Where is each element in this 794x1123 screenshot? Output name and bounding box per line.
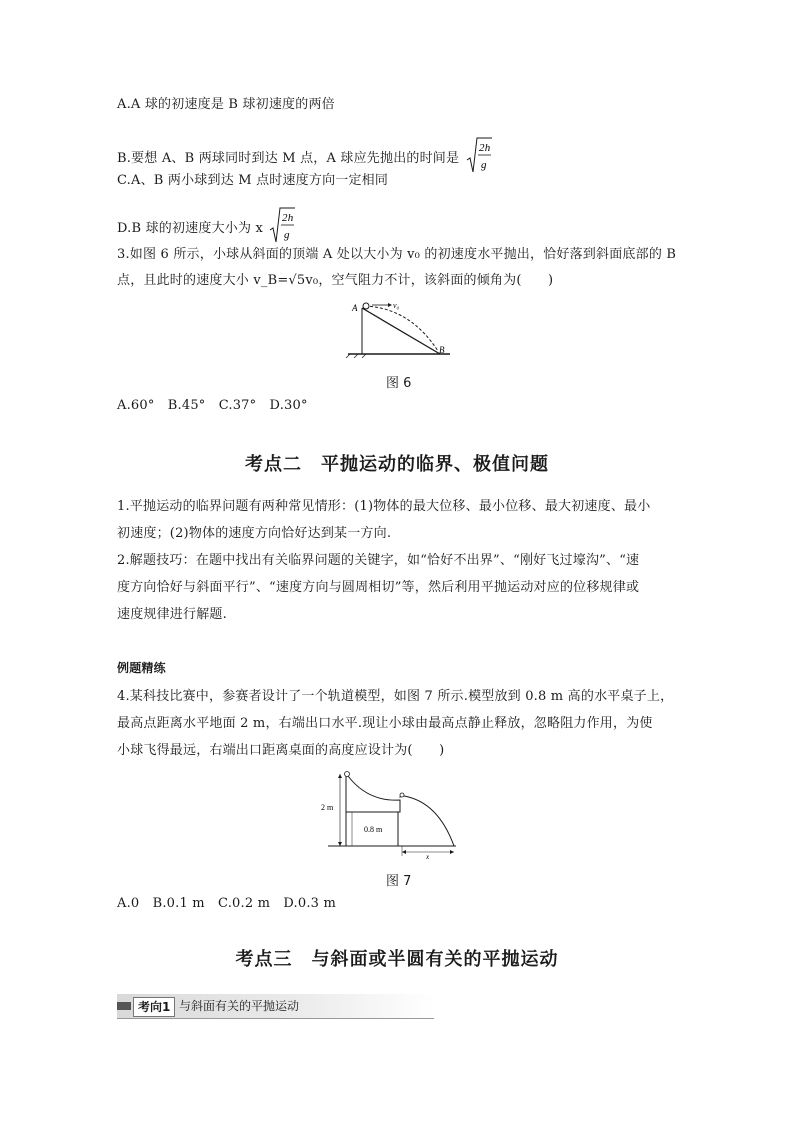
q3-options: A.60° B.45° C.37° D.30° [117,398,308,413]
label-b: B [439,345,445,355]
section-2-para2-line1: 2.解题技巧：在题中找出有关临界问题的关键字，如“恰好不出界”、“刚好飞过壕沟”、“速 [117,553,640,568]
example-label: 例题精练 [117,661,166,675]
label-a: A [352,303,358,313]
q4-text-line1: 4.某科技比赛中，参赛者设计了一个轨道模型，如图 7 所示.模型放到 0.8 m 高的水平桌子上， [117,689,674,704]
section-2-title: 考点二 平抛运动的临界、极值问题 [245,454,549,475]
section-2-para2-line3: 速度规律进行解题. [117,607,227,622]
figure-7-caption: 图 7 [386,874,412,889]
label-x: x [426,853,430,860]
figure-7-track-diagram [318,768,460,860]
figure-6-caption: 图 6 [386,376,412,391]
svg-text:g: g [284,229,291,241]
section-3-title: 考点三 与斜面或半圆有关的平抛运动 [235,949,559,970]
banner-tag: 考向1 [133,997,175,1017]
q2-option-d-text: D.B 球的初速度大小为 x [117,221,264,236]
svg-text:2h: 2h [282,212,294,224]
svg-text:g: g [480,159,487,171]
label-2m: 2 m [321,803,334,812]
q4-text-line2: 最高点距离水平地面 2 m，右端出口水平.现让小球由最高点静止释放，忽略阻力作用，为使 [117,716,653,731]
q3-text-line1: 3.如图 6 所示，小球从斜面的顶端 A 处以大小为 v₀ 的初速度水平抛出，恰好落到斜面底部的 B [117,247,677,262]
label-v0: v₀ [393,301,400,310]
banner-text: 与斜面有关的平抛运动 [179,999,300,1013]
sub-topic-banner [117,994,434,1019]
section-2-para1-line1: 1.平抛运动的临界问题有两种常见情形：(1)物体的最大位移、最小位移、最大初速度、最小 [117,499,651,514]
sqrt-2h-over-g-formula [269,206,295,246]
q2-option-d [117,206,295,246]
q2-option-b-text: B.要想 A、B 两球同时到达 M 点，A 球应先抛出的时间是 [117,151,460,166]
q2-option-c: C.A、B 两小球到达 M 点时速度方向一定相同 [117,173,389,188]
section-2-para1-line2: 初速度；(2)物体的速度方向恰好达到某一方向. [117,526,392,541]
q2-option-b [117,136,492,176]
q2-option-a: A.A 球的初速度是 B 球初速度的两倍 [117,97,335,112]
section-2-para2-line2: 度方向恰好与斜面平行”、“速度方向与圆周相切”等，然后利用平抛运动对应的位移规律或 [117,580,640,595]
q3-text-line2: 点，且此时的速度大小 v_B=√5v₀，空气阻力不计，该斜面的倾角为( ) [117,273,554,288]
q4-options: A.0 B.0.1 m C.0.2 m D.0.3 m [117,896,336,911]
banner-accent-bar [117,1002,131,1010]
figure-6-incline-diagram [340,296,460,358]
svg-text:2h: 2h [478,142,490,154]
sqrt-2h-over-g-formula [466,136,492,176]
label-0-8m: 0.8 m [364,825,383,834]
q4-text-line3: 小球飞得最远，右端出口距离桌面的高度应设计为( ) [117,743,445,758]
